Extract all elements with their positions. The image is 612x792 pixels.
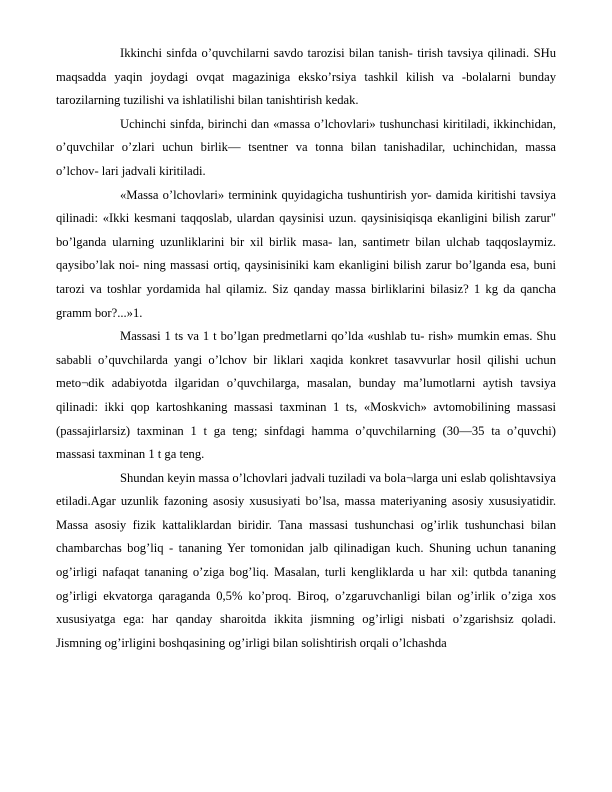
paragraph: Ikkinchi sinfda o’quvchilarni savdo tarozisi bilan tanish- tirish tavsiya qilinadi. SHu maqsadda yaqin joydagi ovqat magaziniga eksko’rsiya tashkil kilish va -bolalarni bunday tarozilarning tuzilishi va ishlatilishi bilan tanishtirish kedak. (56, 46, 556, 108)
paragraph: Uchinchi sinfda, birinchi dan «massa o’lchovlari» tushunchasi kiritiladi, ikkinchidan, o’quvchilar o’zlari uchun birlik— tsentner va tonna bilan tanishadilar, uchinchidan, massa o’lchov- lari jadvali kiritiladi. (56, 116, 556, 178)
document-body (56, 42, 556, 655)
paragraph: Massasi 1 ts va 1 t bo’lgan predmetlarni qo’lda «ushlab tu- rish» mumkin emas. Shu sababli o’quvchilarda yangi o’lchov bir liklari xaqida konkret tasavvurlar hosil qilishi uchun meto¬dik adabiyotda ilgaridan o’quvchilarga, masalan, bunday ma’lumotlarni aytish tavsiya qilinadi: ikki qop kartoshkaning massasi taxminan 1 ts, «Moskvich» avtomobilining massasi (passajirlarsiz) taxminan 1 t ga teng; sinfdagi hamma o’quvchilarning (30—35 ta o’quvchi) massasi taxminan 1 t ga teng. (56, 329, 556, 462)
paragraph: Shundan keyin massa o’lchovlari jadvali tuziladi va bola¬larga uni eslab qolishtavsiya etiladi.Agar uzunlik fazoning asosiy xususiyati bo’lsa, massa materiyaning asosiy xususiyatidir. Massa asosiy fizik kattaliklardan biridir. Tana massasi tushunchasi og’irlik tushunchasi bilan chambarchas bog’liq - tananing Yer tomonidan jalb qilinadigan kuch. Shuning uchun tananing og’irligi nafaqat tananing o’ziga bog’liq. Masalan, turli kengliklarda u har xil: qutbda tananing og’irligi ekvatorga qaraganda 0,5% ko’proq. Biroq, o’zgaruvchanligi bilan og’irlik o’ziga xos xususiyatga ega: har qanday sharoitda ikkita jismning og’irligi nisbati o’zgarishsiz qoladi. Jismning og’irligini boshqasining og’irligi bilan solishtirish orqali o’lchashda (56, 470, 556, 650)
paragraph: «Massa o’lchovlari» terminink quyidagicha tushuntirish yor- damida kiritishi tavsiya qilinadi: «Ikki kesmani taqqoslab, ulardan qaysinisi uzun. qaysinisiqisqa ekanligini bilish zarur" bo’lganda ularning uzunliklarini bir xil birlik masa- lan, santimetr bilan ulchab taqqoslaymiz. qaysibo’lak noi- ning massasi ortiq, qaysinisiniki kam ekanligini bilish zarur bo’lganda esa, buni tarozi va toshlar yordamida hal qilamiz. Siz qanday massa birliklarini bilasiz? 1 kg da qancha gramm bor?...»1. (56, 187, 556, 320)
